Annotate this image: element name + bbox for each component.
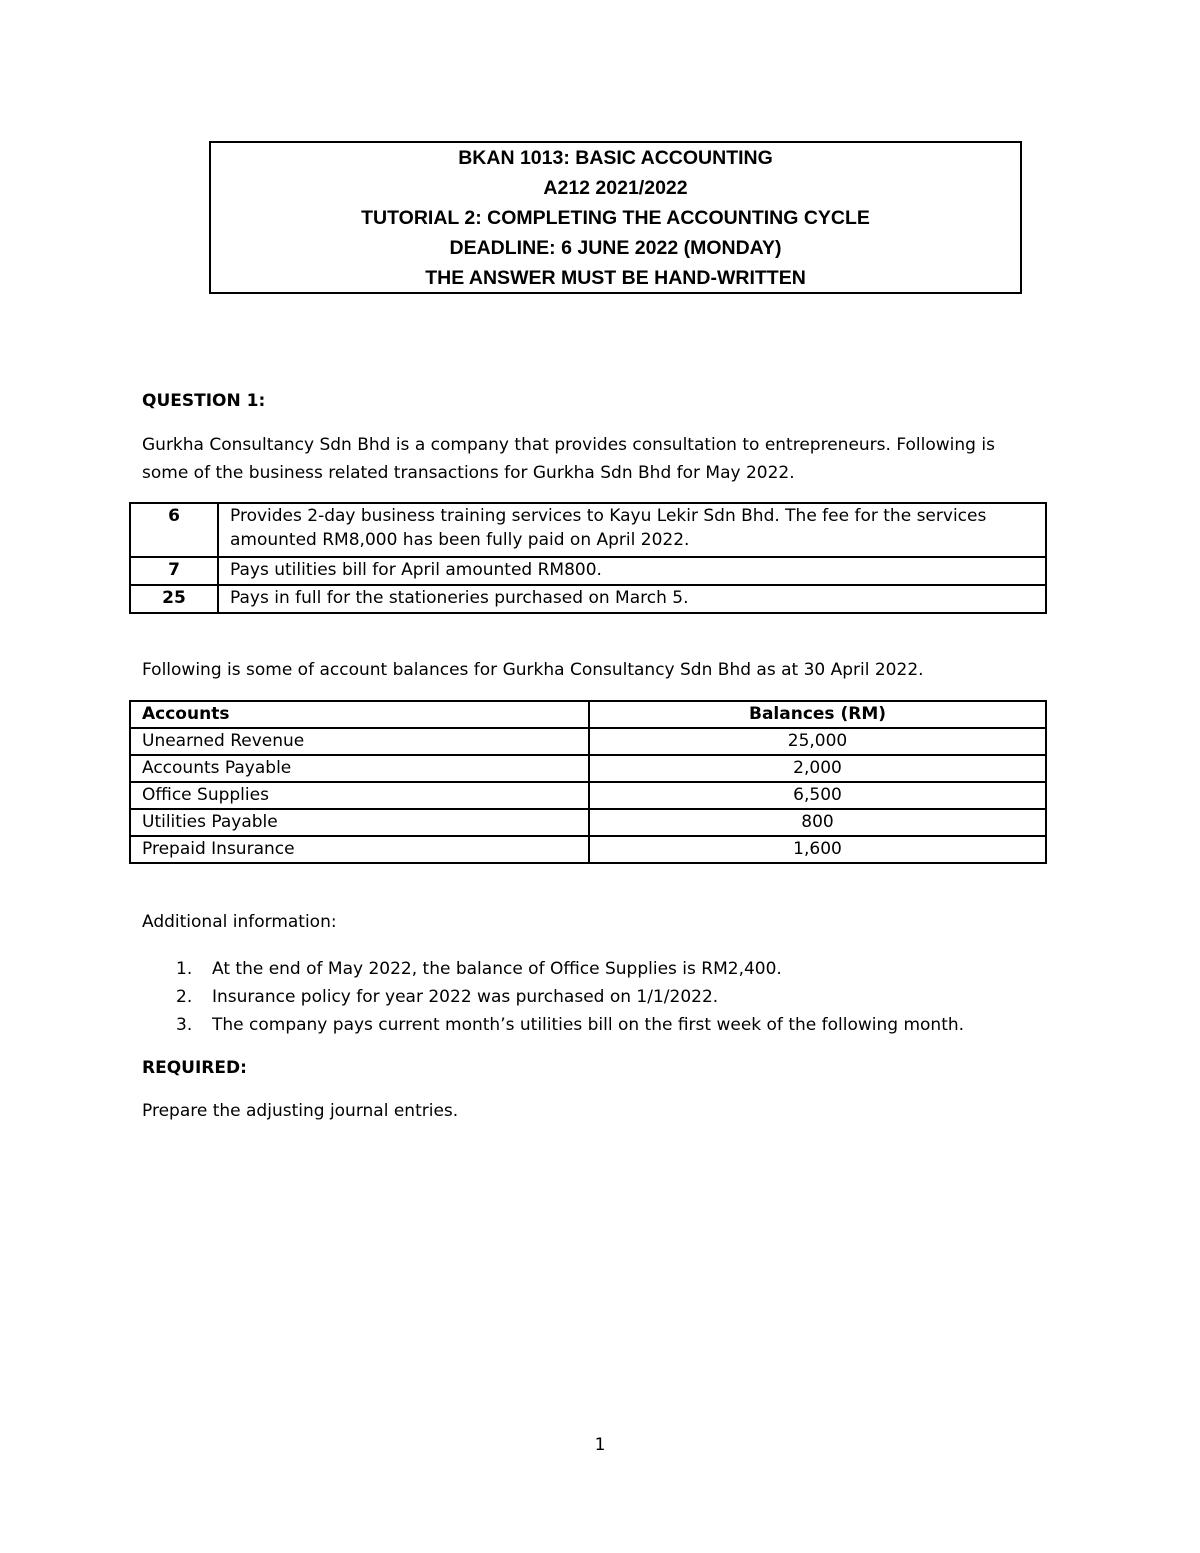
- transaction-text: Pays utilities bill for April amounted RM800.: [218, 557, 1046, 585]
- deadline: DEADLINE: 6 JUNE 2022 (MONDAY): [449, 237, 782, 259]
- list-item-number: 2.: [176, 987, 193, 1007]
- table-row: [130, 585, 1046, 613]
- account-balance: 800: [589, 809, 1046, 836]
- question-title: QUESTION 1:: [142, 391, 266, 411]
- table-row: [130, 809, 1046, 836]
- tutorial-title: TUTORIAL 2: COMPLETING THE ACCOUNTING CYCLE: [361, 207, 870, 229]
- account-balance: 2,000: [589, 755, 1046, 782]
- question-intro-line1: Gurkha Consultancy Sdn Bhd is a company that provides consultation to entrepreneurs. Following is: [142, 435, 995, 455]
- handwritten-note: THE ANSWER MUST BE HAND-WRITTEN: [425, 267, 806, 289]
- transaction-text: Pays in full for the stationeries purchased on March 5.: [218, 585, 1046, 613]
- list-item: [176, 1013, 964, 1041]
- table-header-row: [130, 701, 1046, 728]
- column-header-accounts: Accounts: [130, 701, 589, 728]
- table-row: [130, 836, 1046, 863]
- account-name: Accounts Payable: [130, 755, 589, 782]
- transaction-text-line1: Provides 2-day business training services to Kayu Lekir Sdn Bhd. The fee for the services: [230, 506, 987, 526]
- account-balance: 6,500: [589, 782, 1046, 809]
- list-item-text: Insurance policy for year 2022 was purchased on 1/1/2022.: [212, 987, 719, 1007]
- list-item-text: The company pays current month’s utilities bill on the first week of the following month.: [212, 1015, 965, 1035]
- required-title: REQUIRED:: [142, 1058, 247, 1078]
- required-text: Prepare the adjusting journal entries.: [142, 1101, 459, 1121]
- page-number: 1: [594, 1435, 606, 1455]
- table-row: [130, 557, 1046, 585]
- account-balance: 25,000: [589, 728, 1046, 755]
- transaction-text-line2: amounted RM8,000 has been fully paid on April 2022.: [230, 530, 690, 550]
- account-name: Prepaid Insurance: [130, 836, 589, 863]
- list-item-number: 1.: [176, 959, 193, 979]
- list-item: [176, 957, 964, 985]
- semester: A212 2021/2022: [543, 177, 688, 199]
- column-header-balances: Balances (RM): [589, 701, 1046, 728]
- balances-intro: Following is some of account balances for Gurkha Consultancy Sdn Bhd as at 30 April 2022.: [142, 660, 924, 680]
- list-item: [176, 985, 964, 1013]
- table-row: [130, 503, 1046, 557]
- account-name: Unearned Revenue: [130, 728, 589, 755]
- transaction-day: 6: [130, 503, 218, 557]
- table-row: [130, 755, 1046, 782]
- title-box: [209, 141, 1022, 294]
- account-name: Utilities Payable: [130, 809, 589, 836]
- question-intro-line2: some of the business related transactions for Gurkha Sdn Bhd for May 2022.: [142, 463, 795, 483]
- list-item-text: At the end of May 2022, the balance of Office Supplies is RM2,400.: [212, 959, 782, 979]
- transaction-day: 7: [130, 557, 218, 585]
- transaction-text: [218, 503, 1046, 557]
- course-title: BKAN 1013: BASIC ACCOUNTING: [458, 147, 773, 169]
- account-balance: 1,600: [589, 836, 1046, 863]
- additional-info-list: [176, 957, 964, 1041]
- additional-info-title: Additional information:: [142, 912, 337, 932]
- transaction-day: 25: [130, 585, 218, 613]
- table-row: [130, 728, 1046, 755]
- balances-table: [129, 700, 1047, 864]
- table-row: [130, 782, 1046, 809]
- list-item-number: 3.: [176, 1015, 193, 1035]
- transactions-table: [129, 502, 1047, 614]
- account-name: Office Supplies: [130, 782, 589, 809]
